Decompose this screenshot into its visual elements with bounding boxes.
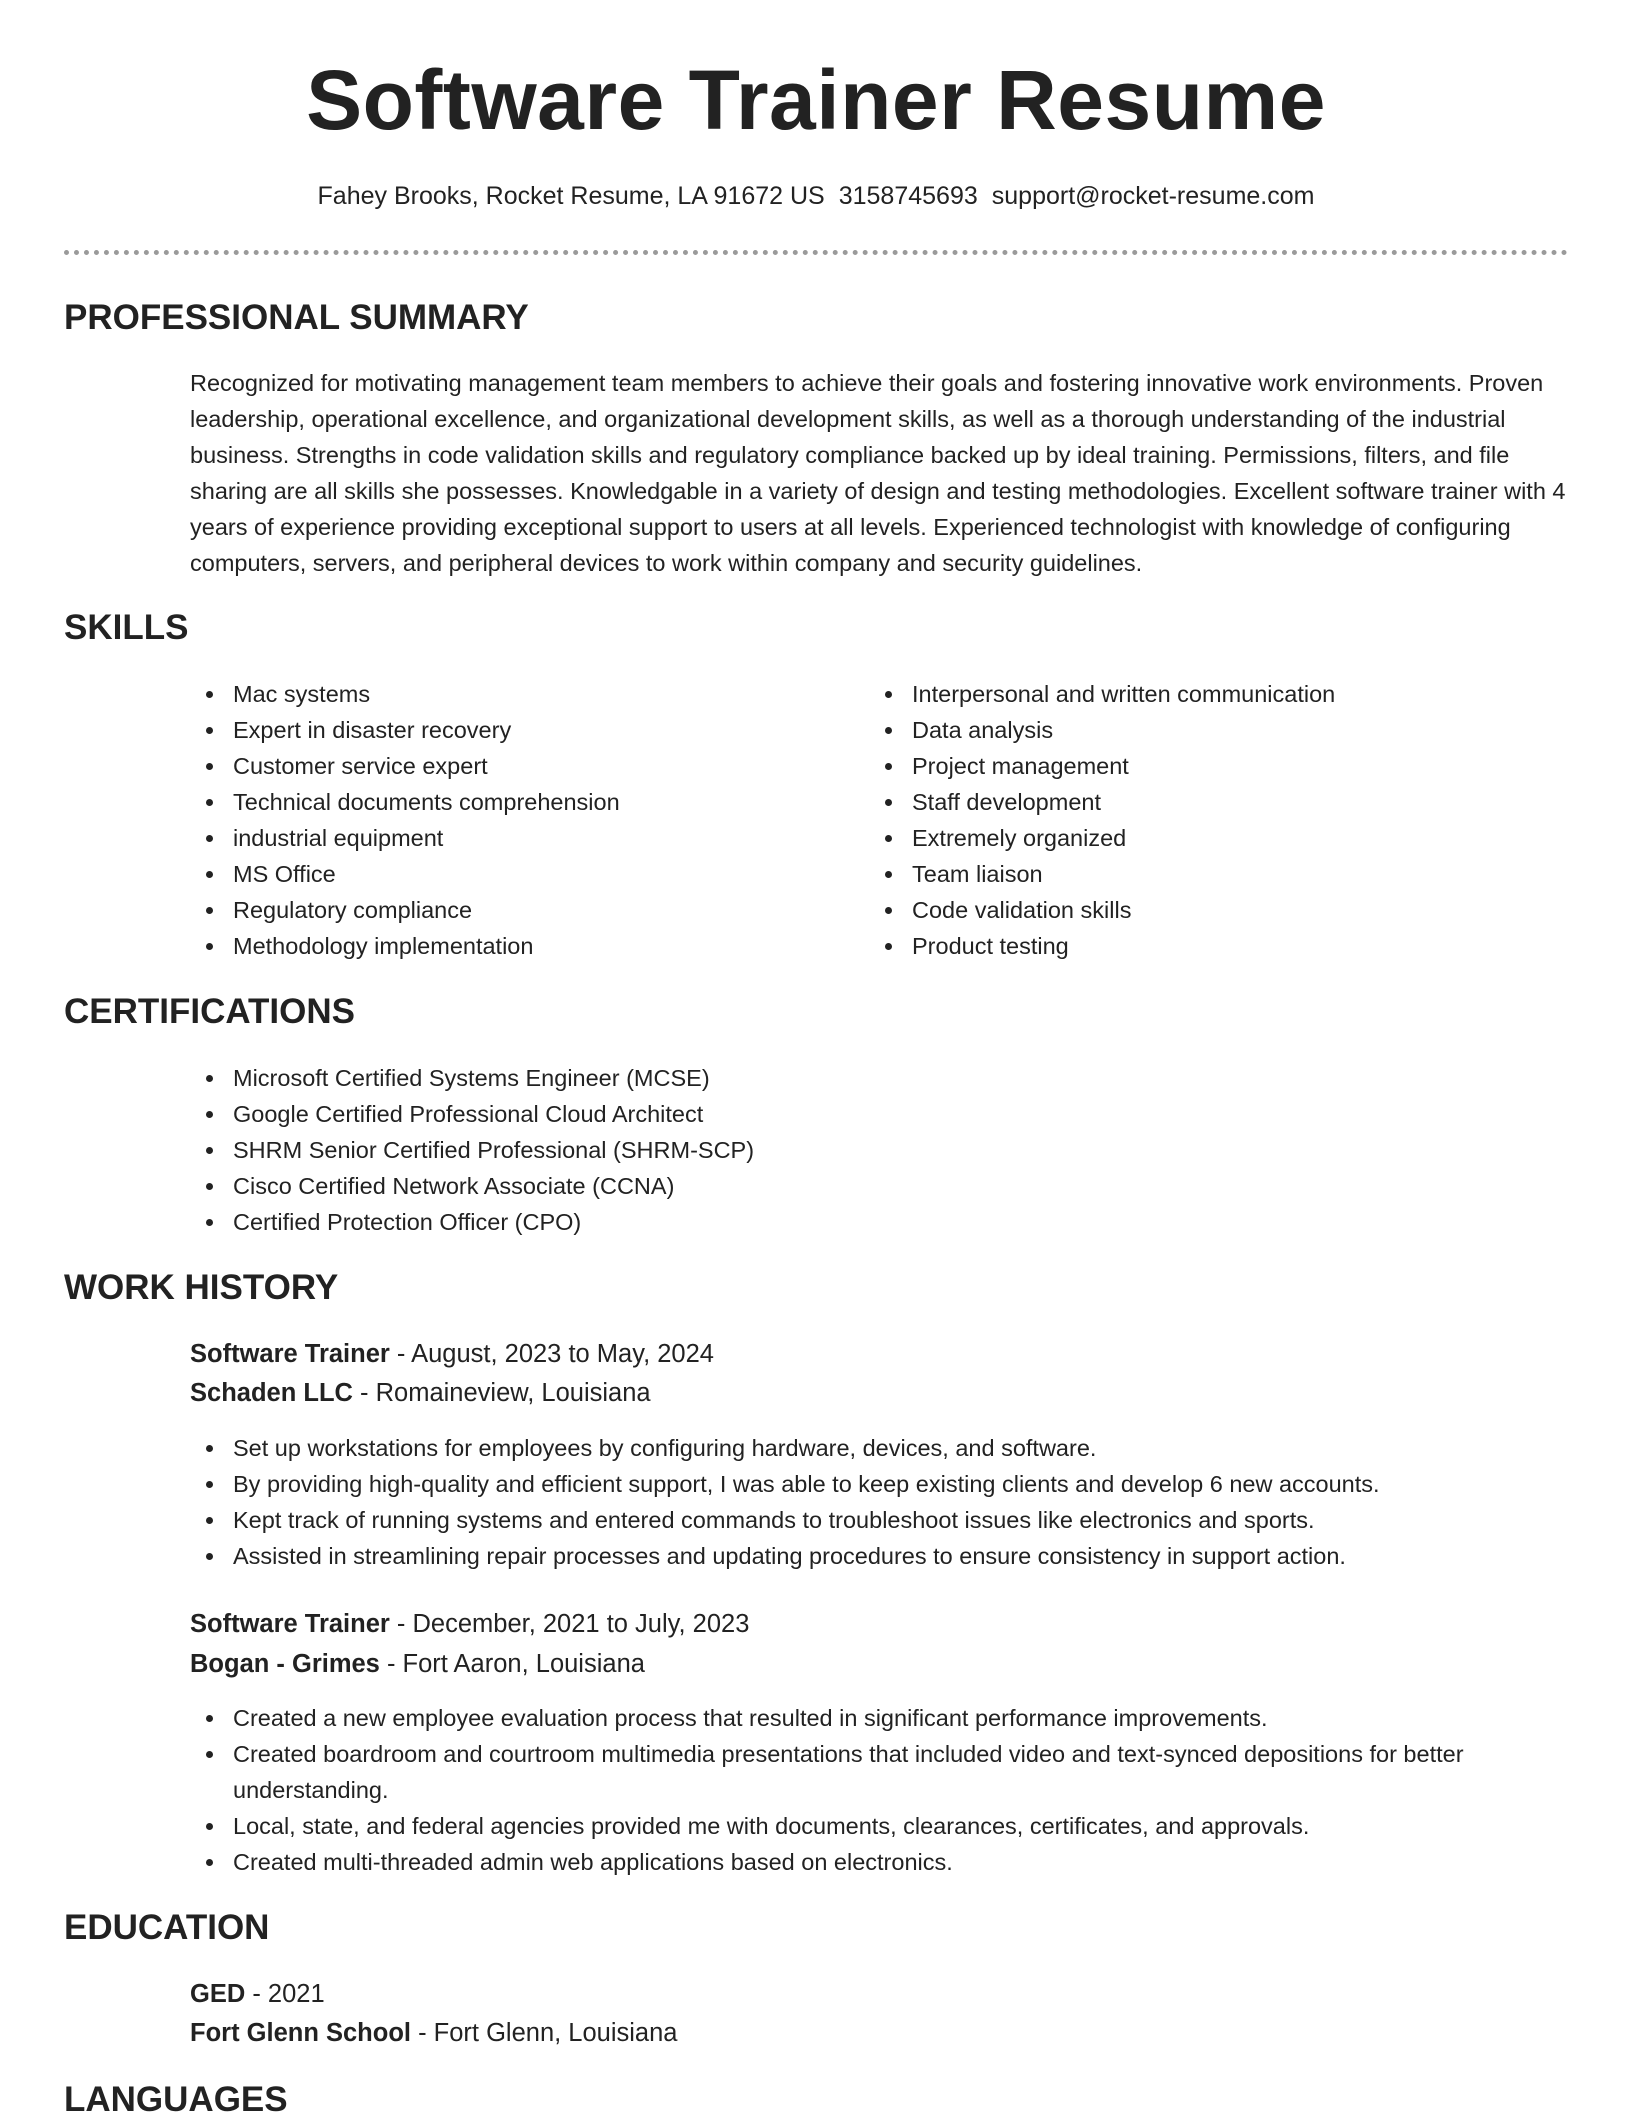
list-item: Cisco Certified Network Associate (CCNA) (190, 1168, 1570, 1204)
list-item: Customer service expert (190, 748, 830, 784)
list-item: Team liaison (869, 856, 1569, 892)
summary-text: Recognized for motivating management team members to achieve their goals and fostering innovative work environments. Proven leadership, operational excellence, and organizational development skills, as well as a thorough understanding of the industrial business. Strengths in code validation skills and regulatory compliance backed up by ideal training. Permissions, filters, and file sharing are all skills she possesses. Knowledgable in a variety of design and testing methodologies. Excellent software trainer with 4 years of experience providing exceptional support to users at all levels. Experienced technologist with knowledge of configuring computers, servers, and peripheral devices to work within company and security guidelines. (190, 370, 1566, 576)
list-item: Microsoft Certified Systems Engineer (MCSE) (190, 1060, 1570, 1096)
job-location: - Romaineview, Louisiana (352, 1379, 651, 1407)
languages-heading: LANGUAGES (64, 2080, 288, 2112)
list-item: Data analysis (869, 712, 1569, 748)
list-item: By providing high-quality and efficient support, I was able to keep existing clients and develop 6 new accounts. (190, 1466, 1570, 1502)
skills-list-right (869, 676, 1569, 964)
contact-email[interactable]: support@rocket-resume.com (991, 182, 1315, 210)
list-item: Technical documents comprehension (190, 784, 830, 820)
list-item: SHRM Senior Certified Professional (SHRM-SCP) (190, 1132, 1570, 1168)
list-item: Expert in disaster recovery (190, 712, 830, 748)
job-1-title-line (190, 1335, 714, 1373)
job-1-company-line (190, 1374, 651, 1412)
education-school-line (190, 2014, 677, 2052)
summary-heading: PROFESSIONAL SUMMARY (64, 298, 529, 337)
work-history-heading: WORK HISTORY (64, 1268, 339, 1307)
list-item: Extremely organized (869, 820, 1569, 856)
education-heading: EDUCATION (64, 1908, 270, 1947)
job-title: Software Trainer (190, 1610, 390, 1638)
list-item: industrial equipment (190, 820, 830, 856)
list-item: Staff development (869, 784, 1569, 820)
list-item: Created boardroom and courtroom multimedia presentations that included video and text-synced depositions for better understanding. (190, 1736, 1570, 1808)
skills-list-left (190, 676, 830, 964)
job-title: Software Trainer (190, 1340, 390, 1368)
list-item: Regulatory compliance (190, 892, 830, 928)
job-2-company-line (190, 1645, 645, 1683)
job-company: Schaden LLC (190, 1379, 353, 1407)
list-item: Local, state, and federal agencies provided me with documents, clearances, certificates, and approvals. (190, 1808, 1570, 1844)
list-item: MS Office (190, 856, 830, 892)
education-degree-line (190, 1975, 325, 2013)
skills-heading: SKILLS (64, 608, 189, 647)
certifications-list (190, 1060, 1570, 1240)
job-1-bullets (190, 1430, 1570, 1574)
list-item: Code validation skills (869, 892, 1569, 928)
certifications-heading: CERTIFICATIONS (64, 992, 356, 1031)
list-item: Project management (869, 748, 1569, 784)
list-item: Kept track of running systems and entered commands to troubleshoot issues like electronics and sports. (190, 1502, 1570, 1538)
list-item: Created a new employee evaluation process that resulted in significant performance improvements. (190, 1700, 1570, 1736)
contact-address: Fahey Brooks, Rocket Resume, LA 91672 US (317, 182, 825, 210)
job-dates: - August, 2023 to May, 2024 (389, 1340, 714, 1368)
list-item: Methodology implementation (190, 928, 830, 964)
job-2-title-line (190, 1605, 749, 1643)
job-location: - Fort Aaron, Louisiana (379, 1650, 645, 1678)
job-company: Bogan - Grimes (190, 1650, 380, 1678)
resume-title: Software Trainer Resume (306, 53, 1326, 147)
contact-line (0, 182, 1632, 211)
list-item: Created multi-threaded admin web applications based on electronics. (190, 1844, 1570, 1880)
education-degree: GED (190, 1980, 246, 2008)
job-2-bullets (190, 1700, 1570, 1880)
contact-phone: 3158745693 (838, 182, 978, 210)
education-location: - Fort Glenn, Louisiana (411, 2019, 678, 2047)
education-school: Fort Glenn School (190, 2019, 411, 2047)
list-item: Google Certified Professional Cloud Architect (190, 1096, 1570, 1132)
list-item: Mac systems (190, 676, 830, 712)
list-item: Interpersonal and written communication (869, 676, 1569, 712)
list-item: Product testing (869, 928, 1569, 964)
job-dates: - December, 2021 to July, 2023 (389, 1610, 750, 1638)
education-year: - 2021 (245, 1980, 325, 2008)
header-divider (64, 250, 1568, 255)
list-item: Certified Protection Officer (CPO) (190, 1204, 1570, 1240)
list-item: Assisted in streamlining repair processes and updating procedures to ensure consistency in support action. (190, 1538, 1570, 1574)
list-item: Set up workstations for employees by configuring hardware, devices, and software. (190, 1430, 1570, 1466)
